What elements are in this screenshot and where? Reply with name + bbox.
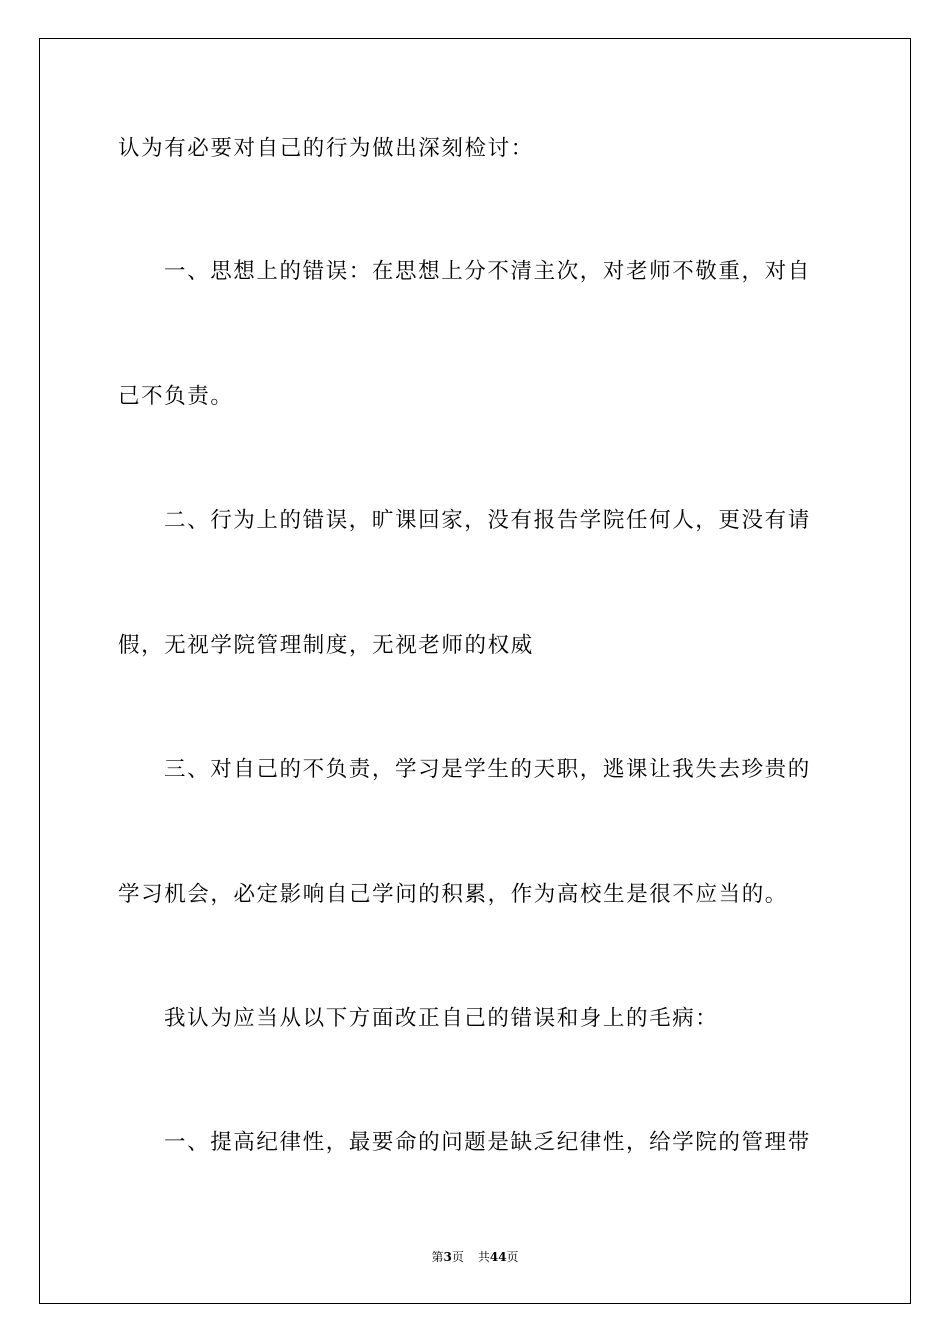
total-pages: 44 [489,1250,507,1264]
paragraph-line-8: 我认为应当从以下方面改正自己的错误和身上的毛病： [164,1006,719,1031]
paragraph-line-9: 一、提高纪律性，最要命的问题是缺乏纪律性，给学院的管理带 [164,1130,811,1155]
paragraph-line-6: 三、对自己的不负责，学习是学生的天职，逃课让我失去珍贵的 [164,757,811,782]
total-prefix: 共 [477,1250,490,1264]
paragraph-line-5: 假，无视学院管理制度，无视老师的权威 [118,633,534,658]
paragraph-line-7: 学习机会，必定影响自己学问的积累，作为高校生是很不应当的。 [118,882,788,907]
paragraph-line-3: 己不负责。 [118,384,234,409]
page-number: 3 [443,1250,452,1264]
paragraph-line-4: 二、行为上的错误，旷课回家，没有报告学院任何人，更没有请 [164,508,811,533]
total-suffix: 页 [506,1250,519,1264]
page-suffix: 页 [451,1250,464,1264]
paragraph-line-1: 认为有必要对自己的行为做出深刻检讨： [118,136,534,161]
page-border [39,38,911,1304]
page-prefix: 第 [431,1250,444,1264]
page-footer [0,1249,950,1265]
paragraph-line-2: 一、思想上的错误：在思想上分不清主次，对老师不敬重，对自 [164,259,811,284]
